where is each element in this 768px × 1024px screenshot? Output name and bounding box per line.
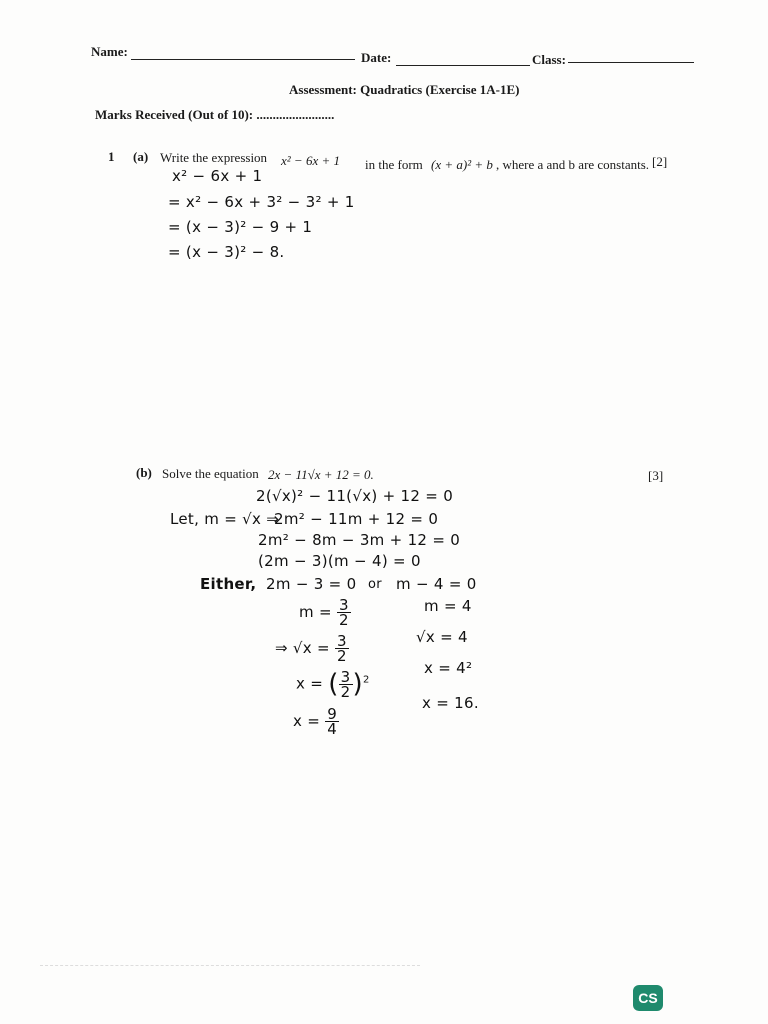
- part-b-substitution: Let, m = √x ⇒: [170, 510, 280, 528]
- fraction-3-over-2: $\frac{3}{2}$: [337, 632, 347, 665]
- part-b-marks: [3]: [648, 468, 664, 483]
- part-b-root-value-2: √x = 4: [416, 628, 468, 646]
- part-b-factor-1-eq: 2m − 3 = 0: [266, 575, 357, 593]
- part-a-label: (a): [133, 149, 149, 164]
- fraction-9-over-4: $\frac{9}{4}$: [327, 705, 338, 738]
- part-b-working-line-4: (2m − 3)(m − 4) = 0: [258, 552, 421, 570]
- date-label: Date:: [361, 50, 392, 65]
- part-b-root-value-1: ⇒ √x = $\frac{3}{2}$: [275, 632, 347, 665]
- part-b-x-squared-2: x = 4²: [424, 659, 473, 677]
- class-line: [568, 62, 694, 63]
- part-b-factor-2-eq: m − 4 = 0: [396, 575, 477, 593]
- part-a-working-line-2: = x² − 6x + 3² − 3² + 1: [168, 193, 355, 211]
- part-b-working-line-1: 2(√x)² − 11(√x) + 12 = 0: [256, 487, 454, 505]
- part-a-working-line-4: = (x − 3)² − 8.: [168, 243, 285, 261]
- part-a-text-3: , where a and b are constants.: [496, 157, 650, 172]
- name-line: [131, 59, 355, 60]
- part-b-label: (b): [136, 465, 152, 480]
- camscanner-logo-icon: CS: [633, 985, 663, 1011]
- date-line: [396, 65, 530, 66]
- part-b-working-line-2: 2m² − 11m + 12 = 0: [274, 510, 439, 528]
- fraction-3-over-2: $\frac{3}{2}$: [340, 667, 351, 701]
- part-b-text: Solve the equation: [162, 466, 259, 481]
- part-b-m-value-2: m = 4: [424, 597, 472, 615]
- part-a-form: (x + a)² + b: [431, 157, 493, 172]
- class-label: Class:: [532, 52, 566, 67]
- part-b-solution-1: x = $\frac{9}{4}$: [293, 705, 338, 738]
- part-b-either-label: Either,: [200, 575, 257, 593]
- part-a-text-2: in the form: [365, 157, 423, 172]
- part-b-equation: 2x − 11√x + 12 = 0.: [268, 467, 374, 482]
- part-b-solution-2: x = 16.: [422, 694, 479, 712]
- marks-received: Marks Received (Out of 10): ........................: [95, 107, 335, 122]
- part-b-x-squared-1: x = ( $\frac{3}{2}$ )$^2$: [296, 667, 370, 701]
- part-a-text-1: Write the expression: [160, 150, 268, 165]
- question-number: 1: [108, 149, 115, 164]
- name-label: Name:: [91, 44, 128, 59]
- assessment-title: Assessment: Quadratics (Exercise 1A-1E): [289, 82, 520, 97]
- fraction-3-over-2: $\frac{3}{2}$: [338, 596, 349, 629]
- part-a-marks: [2]: [652, 154, 668, 169]
- page-bottom-edge: [40, 965, 420, 966]
- part-a-working-line-1: x² − 6x + 1: [172, 167, 263, 185]
- part-a-working-line-3: = (x − 3)² − 9 + 1: [168, 218, 313, 236]
- part-a-expression: x² − 6x + 1: [281, 153, 340, 168]
- part-b-m-value-1: m = $\frac{3}{2}$: [299, 596, 349, 629]
- part-b-working-line-3: 2m² − 8m − 3m + 12 = 0: [258, 531, 461, 549]
- part-b-or-label: or: [368, 577, 382, 592]
